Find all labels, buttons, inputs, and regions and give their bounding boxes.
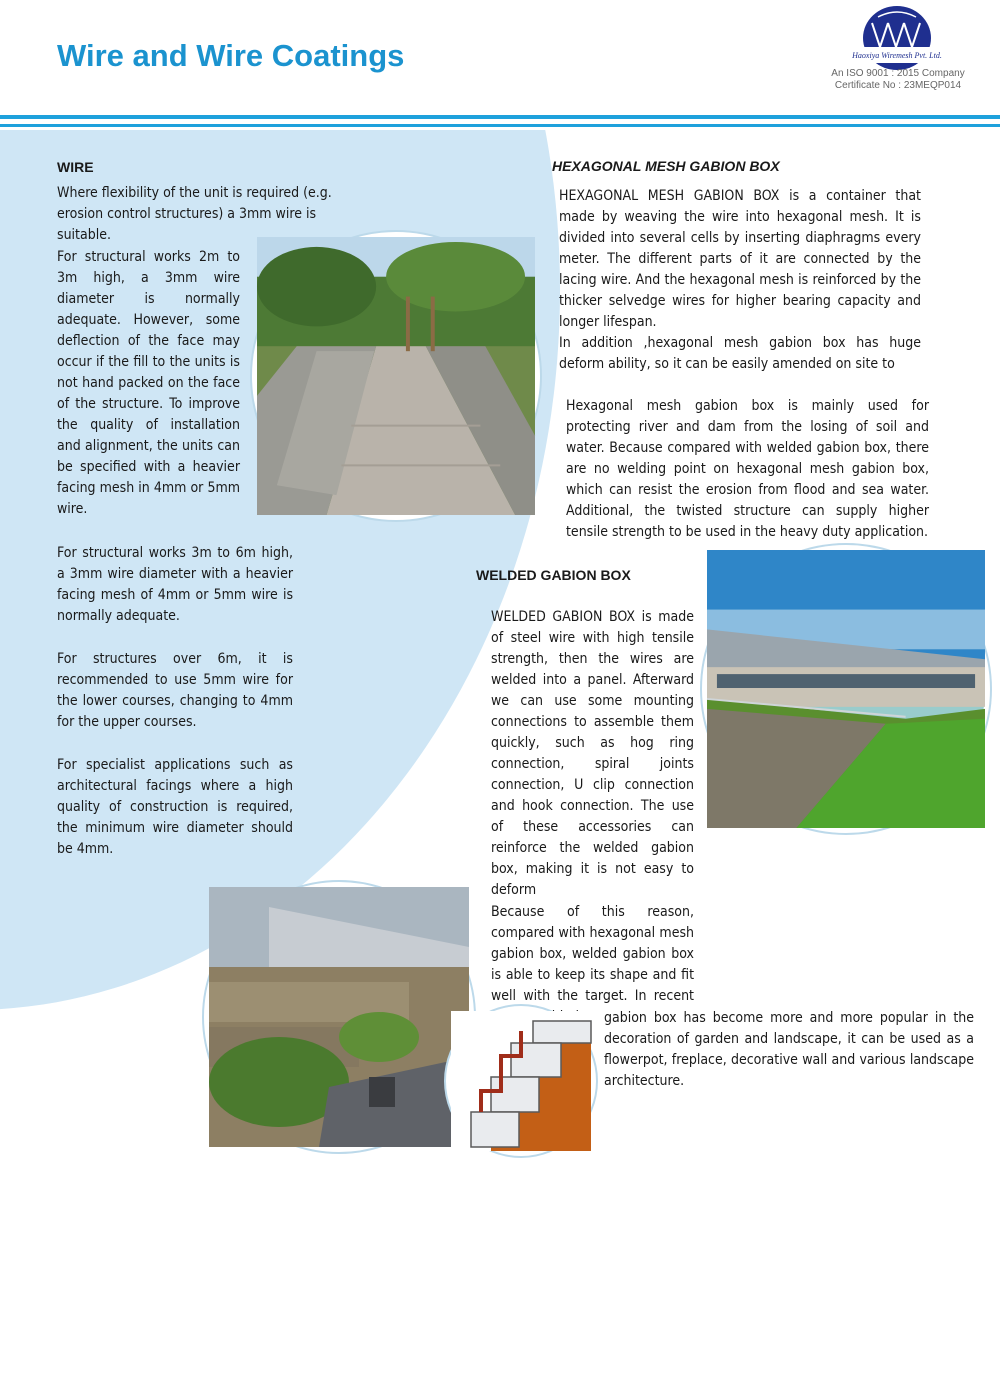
company-logo-icon <box>852 3 942 75</box>
wire-paragraph-3: For structural works 3m to 6m high, a 3mm wire diameter with a heavier facing mesh of 4mm or 5mm wire is normally adequate. <box>57 545 293 624</box>
hexagonal-paragraph-2: In addition ,hexagonal mesh gabion box has huge deform ability, so it can be easily amended on site to <box>559 335 921 372</box>
wire-paragraph-2: For structural works 2m to 3m high, a 3mm wire diameter is normally adequate. However, some deflection of the face may occur if the fill to the units is not hand packed on the face of the structure. To improve the quality of installation and alignment, the units can be specified with a heavier facing mesh in 4mm or 5mm wire. <box>57 249 240 517</box>
welded-heading: WELDED GABION BOX <box>476 567 631 583</box>
iso-line: An ISO 9001 : 2015 Company <box>831 68 965 79</box>
wire-paragraph-4: For structures over 6m, it is recommended to use 5mm wire for the lower courses, changing to 4mm for the upper courses. <box>57 651 293 730</box>
photo-garden-gabion-path <box>252 232 540 520</box>
hexagonal-heading: HEXAGONAL MESH GABION BOX <box>552 158 780 174</box>
diagram-stepped-gabion <box>446 1006 596 1156</box>
certificate-line: Certificate No : 23MEQP014 <box>834 80 962 91</box>
welded-paragraph-3: gabion box has become more and more popular in the decoration of garden and landscape, it can be used as a flowerpot, freplace, decorative wall and various landscape architecture. <box>604 1010 974 1089</box>
welded-paragraph-1: WELDED GABION BOX is made of steel wire with high tensile strength, then the wires are welded into a panel. Afterward we can use some mounting connections to assemble them quickly, such as hog ring connection, spiral joints connection, U clip connection and hook connection. The use of these accessories can reinforce the welded gabion box, making it is not easy to deform <box>491 609 694 898</box>
wire-paragraph-1: Where flexibility of the unit is required (e.g. erosion control structures) a 3mm wire is suitable. <box>57 185 332 243</box>
photo-building-gabion-wall <box>702 545 990 833</box>
header-rule-thick <box>0 115 1000 119</box>
wire-heading: WIRE <box>57 159 94 175</box>
photo-terraced-gabion-landscape <box>204 882 474 1152</box>
logo-text: Haoxiya Wiremesh Pvt. Ltd. <box>852 51 942 60</box>
certification-block <box>808 68 988 92</box>
header-rule-thin <box>0 124 1000 127</box>
hexagonal-paragraph-1: HEXAGONAL MESH GABION BOX is a container that made by weaving the wire into hexagonal mesh. It is divided into several cells by inserting diaphragms every meter. The different parts of it are connected by the lacing wire. And the hexagonal mesh is reinforced by the thicker selvedge wires for higher bearing capacity and longer lifespan. <box>559 188 921 330</box>
welded-paragraph-2: Because of this reason, compared with hexagonal mesh gabion box, welded gabion box is able to keep its shape and fit well with the target. In recent <box>491 904 694 1004</box>
hexagonal-paragraph-3: Hexagonal mesh gabion box is mainly used for protecting river and dam from the losing of soil and water. Because compared with welded gabion box, there are no welding point on hexagonal mesh gabion box, which can resist the erosion from flood and sea water. Additional, the twisted structure can supply higher tensile strength to be used in the heavy duty application. <box>566 398 929 540</box>
page-title: Wire and Wire Coatings <box>57 38 405 73</box>
wire-paragraph-5: For specialist applications such as architectural facings where a high quality of construction is required, the minimum wire diameter should be 4mm. <box>57 757 293 857</box>
